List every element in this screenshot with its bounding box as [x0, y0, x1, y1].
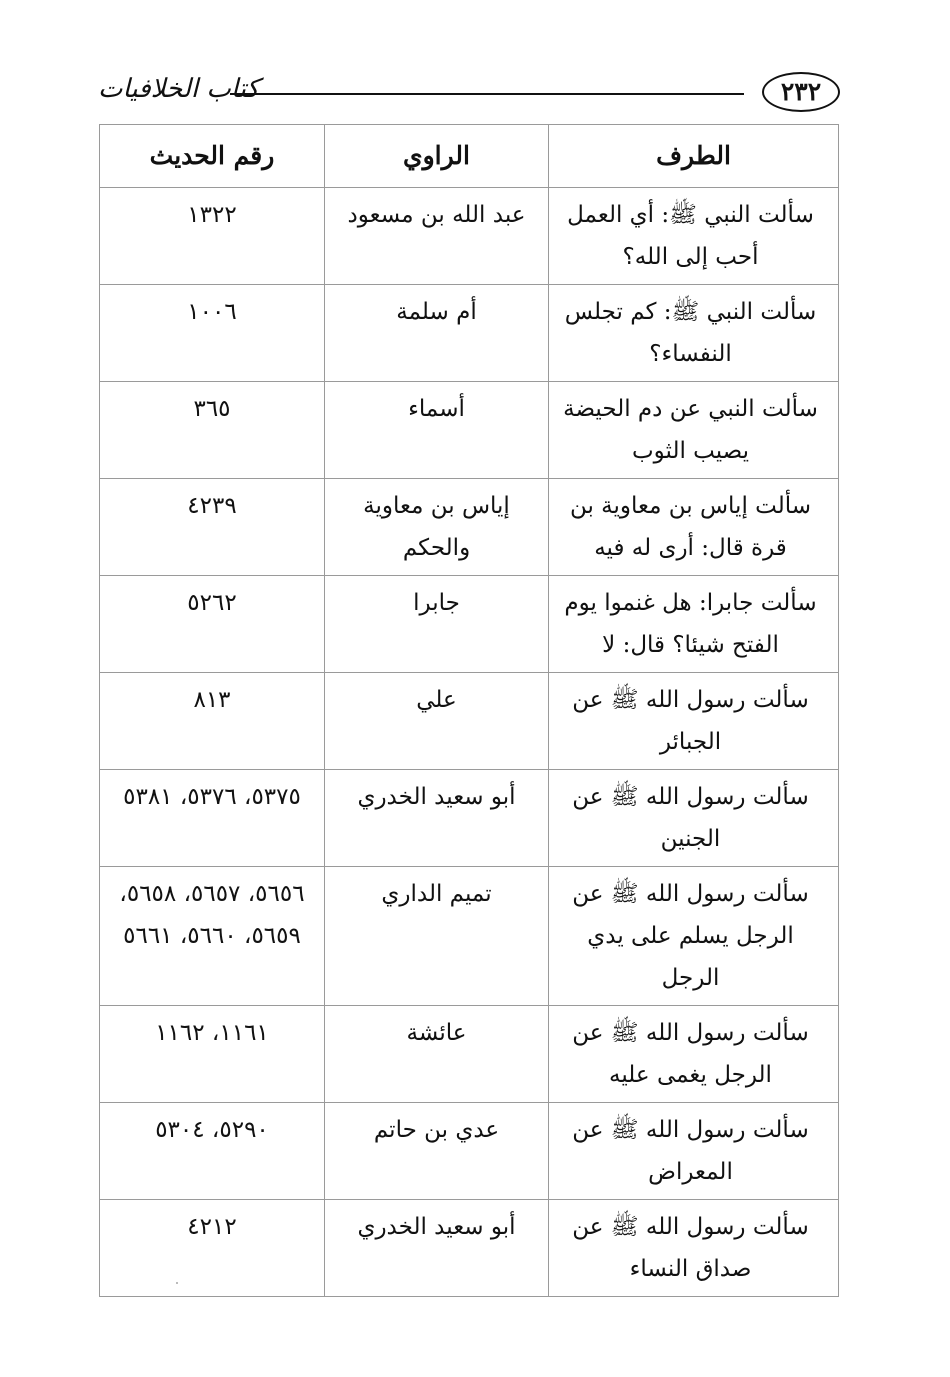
tarf-cell: سألت رسول الله ﷺ عن المعراض — [549, 1103, 839, 1200]
rawi-cell: عدي بن حاتم — [325, 1103, 549, 1200]
raqm-cell: ١٣٢٢ — [100, 188, 325, 285]
raqm-cell: ١١٦١، ١١٦٢ — [100, 1006, 325, 1103]
rawi-cell: عبد الله بن مسعود — [325, 188, 549, 285]
page-number: ٢٣٢ — [762, 72, 840, 112]
running-header — [98, 66, 840, 122]
book-title: كتاب الخلافيات — [98, 74, 260, 104]
rawi-cell: أم سلمة — [325, 285, 549, 382]
rawi-cell: عائشة — [325, 1006, 549, 1103]
raqm-cell: ٥٢٩٠، ٥٣٠٤ — [100, 1103, 325, 1200]
raqm-cell: ٥٣٧٥، ٥٣٧٦، ٥٣٨١ — [100, 770, 325, 867]
tarf-cell: سألت رسول الله ﷺ عن الرجل يغمى عليه — [549, 1006, 839, 1103]
tarf-cell: سألت إياس بن معاوية بن قرة قال: أرى له فيه — [549, 479, 839, 576]
raqm-cell: ١٠٠٦ — [100, 285, 325, 382]
tarf-cell: سألت رسول الله ﷺ عن صداق النساء — [549, 1200, 839, 1297]
table-row — [100, 1200, 839, 1297]
table-row — [100, 1006, 839, 1103]
raqm-cell: ٨١٣ — [100, 673, 325, 770]
tarf-cell: سألت رسول الله ﷺ عن الرجل يسلم على يدي الرجل — [549, 867, 839, 1006]
rawi-cell: تميم الداري — [325, 867, 549, 1006]
column-header-raqm: رقم الحديث — [100, 125, 325, 188]
rawi-cell: جابرا — [325, 576, 549, 673]
raqm-cell: ٤٢١٢ — [100, 1200, 325, 1297]
raqm-cell: ٣٦٥ — [100, 382, 325, 479]
column-header-rawi: الراوي — [325, 125, 549, 188]
table-row — [100, 1103, 839, 1200]
tarf-cell: سألت رسول الله ﷺ عن الجبائر — [549, 673, 839, 770]
table-row — [100, 382, 839, 479]
rawi-cell: أبو سعيد الخدري — [325, 1200, 549, 1297]
table-header-row — [100, 125, 839, 188]
table-row — [100, 188, 839, 285]
rawi-cell: علي — [325, 673, 549, 770]
tarf-cell: سألت النبي ﷺ: كم تجلس النفساء؟ — [549, 285, 839, 382]
table-row — [100, 576, 839, 673]
table-row — [100, 770, 839, 867]
table-row — [100, 285, 839, 382]
tarf-cell: سألت النبي ﷺ: أي العمل أحب إلى الله؟ — [549, 188, 839, 285]
table-row — [100, 867, 839, 1006]
header-rule — [230, 93, 744, 95]
rawi-cell: إياس بن معاوية والحكم — [325, 479, 549, 576]
raqm-cell: ٤٢٣٩ — [100, 479, 325, 576]
table-row — [100, 673, 839, 770]
tarf-cell: سألت جابرا: هل غنموا يوم الفتح شيئا؟ قال: لا — [549, 576, 839, 673]
tarf-cell: سألت رسول الله ﷺ عن الجنين — [549, 770, 839, 867]
rawi-cell: أسماء — [325, 382, 549, 479]
raqm-cell: ٥٢٦٢ — [100, 576, 325, 673]
rawi-cell: أبو سعيد الخدري — [325, 770, 549, 867]
column-header-tarf: الطرف — [549, 125, 839, 188]
table-row — [100, 479, 839, 576]
raqm-cell: ٥٦٥٦، ٥٦٥٧، ٥٦٥٨، ٥٦٥٩، ٥٦٦٠، ٥٦٦١ — [100, 867, 325, 1006]
hadith-index-table — [99, 124, 839, 1297]
tarf-cell: سألت النبي عن دم الحيضة يصيب الثوب — [549, 382, 839, 479]
margin-speck — [176, 1282, 178, 1284]
